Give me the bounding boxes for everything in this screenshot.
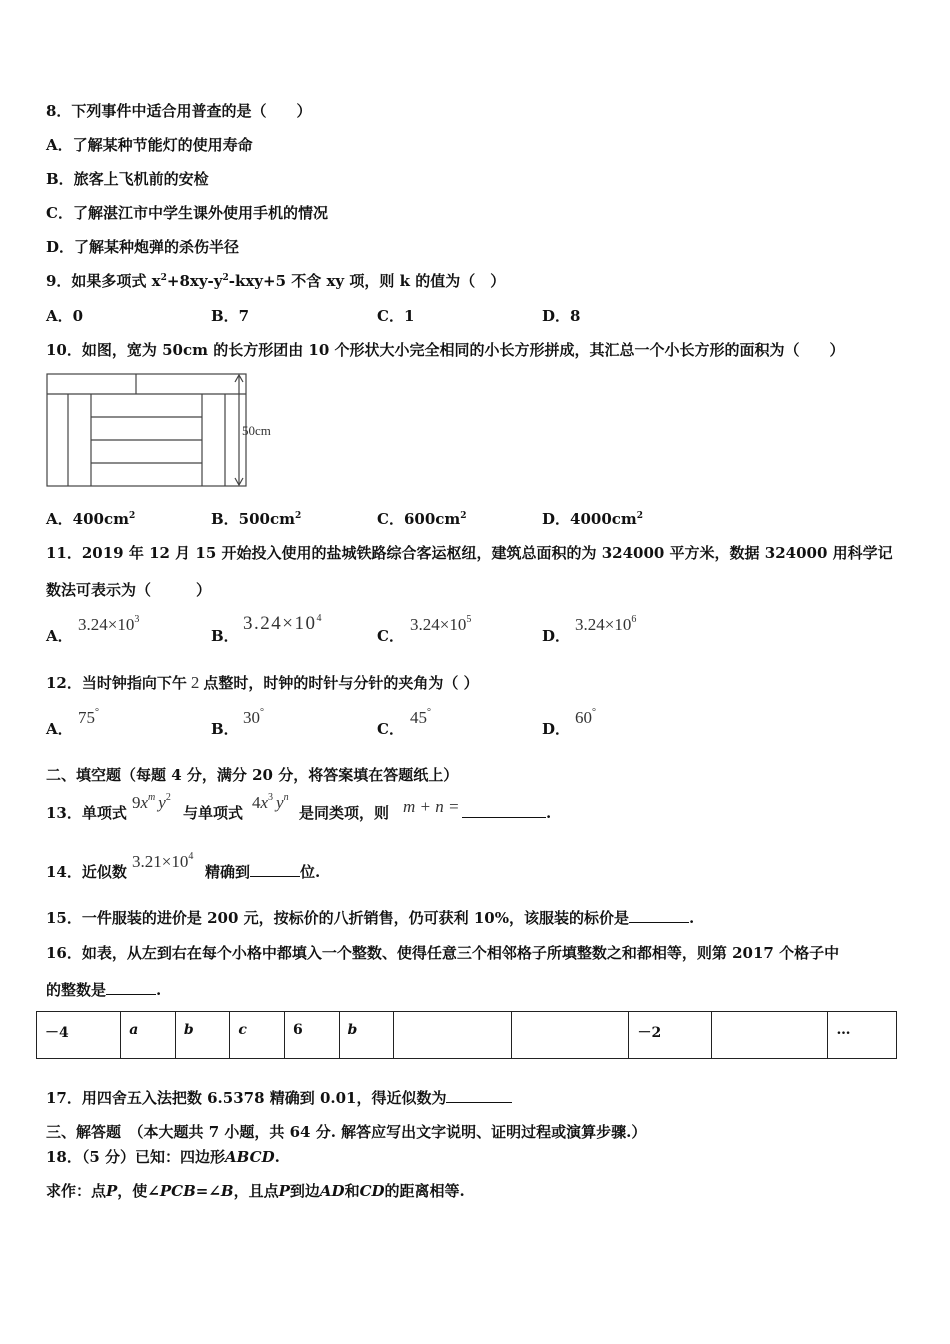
q13-m2-y: y [276,793,284,812]
q18-req-b: ，使∠ [117,1182,160,1200]
table-cell-3: b [175,1012,230,1059]
q18-req-e: 到边 [289,1182,320,1200]
q9-sup2: 2 [222,273,229,283]
table-row [37,1012,897,1059]
q18-angle1: PCB [159,1182,196,1200]
q11-d-base: 3.24×10 [575,615,632,634]
q13-connector: 与单项式 [183,804,244,822]
q12-option-d-value [575,708,596,728]
q11-stem-line2: 数法可表示为（ ） [46,581,212,599]
q14-label: 14．近似数 [46,863,127,881]
q18-given [46,1147,280,1167]
q12-b-value: 30 [243,708,260,727]
q12-d-value: 60 [575,708,592,727]
q9-stem [46,271,505,291]
q10-opt-d-sup: 2 [636,511,644,521]
q10-option-c [377,509,467,529]
table-cell-10 [711,1012,828,1059]
q10-option-a [46,509,135,529]
q12-stem-b: 点整时，时钟的时针与分针的夹角为（ ） [203,674,479,692]
q11-option-b-value [243,614,323,634]
q18-b: . [274,1148,280,1166]
q13-condition: 是同类项，则 [299,804,390,822]
q18-p2: P [278,1182,290,1200]
q11-a-exp: 3 [134,614,140,625]
q11-option-b-label: B． [211,627,239,645]
q9-sup1: 2 [160,273,167,283]
q18-p1: P [106,1182,118,1200]
q11-b-base: 3.24×10 [243,613,317,634]
q15-end: . [688,909,695,927]
q16-sequence-table [36,1011,897,1059]
q18-req-c: =∠ [195,1182,221,1200]
table-cell-7 [394,1012,512,1059]
q11-option-a-label: A． [46,627,73,645]
q13-monomial-1 [132,793,171,813]
q9-option-d: D．8 [542,307,581,325]
q12-option-c-label: C． [377,720,404,738]
q9-option-c: C．1 [377,307,415,325]
q14-base: 3.21×10 [132,852,189,871]
q11-option-c-value [410,615,471,635]
q12-c-unit: ° [427,707,431,718]
q11-option-d-value [575,615,636,635]
q12-option-d-label: D． [542,720,571,738]
q14-answer-blank[interactable] [250,862,300,877]
q9-stem-a: 9．如果多项式 x [46,272,161,290]
q17-text: 17．用四舍五入法把数 6.5378 精确到 0.01，得近似数为 [46,1089,447,1107]
q12-option-a-label: A． [46,720,73,738]
q13-m1-x: x [140,793,149,812]
q12-option-b-label: B． [211,720,239,738]
q18-req-f: 和 [344,1182,360,1200]
q18-angle2: B [220,1182,234,1200]
q18-quad: ABCD [225,1148,275,1166]
q10-option-b [211,509,301,529]
q13-monomial-2 [252,793,289,813]
q11-a-base: 3.24×10 [78,615,135,634]
table-cell-6: b [339,1012,394,1059]
q11-option-a-value [78,615,139,635]
table-cell-5: 6 [284,1012,339,1059]
q13-m2-yexp: n [283,792,289,803]
q13-answer-blank[interactable] [462,803,546,818]
q8-option-b: B．旅客上飞机前的安检 [46,170,209,188]
q15 [46,908,694,928]
table-cell-9: －2 [629,1012,711,1059]
q9-option-a: A．0 [46,307,84,325]
q11-stem-line1: 11．2019 年 12 月 15 开始投入使用的盐城铁路综合客运枢纽，建筑总面积的为 324000 平方米，数据 324000 用科学记 [46,544,893,562]
q14-b: 精确到 [205,863,251,881]
q9-stem-c: -kxy+5 不含 xy 项，则 k 的值为（ ） [228,272,506,290]
q14-number [132,852,193,872]
q18-side2: CD [359,1182,385,1200]
q10-opt-a-sup: 2 [128,511,136,521]
table-cell-2: a [121,1012,176,1059]
q13-m1-coef: 9 [132,793,141,812]
q8-stem: 8．下列事件中适合用普查的是（ ） [46,102,312,120]
q10-opt-d-text: D．4000cm [542,510,637,528]
q12-stem-a: 12．当时钟指向下午 [46,674,187,692]
q13-label: 13．单项式 [46,804,127,822]
q16-end: . [156,981,162,999]
q10-opt-a-text: A．400cm [46,510,129,528]
table-cell-4: c [230,1012,285,1059]
q18-a: 18．（5 分）已知：四边形 [46,1148,226,1166]
q15-text: 15．一件服装的进价是 200 元，按标价的八折销售，仍可获利 10%，该服装的标价是 [46,909,629,927]
q16-line2 [46,980,161,1000]
q12-option-b-value [243,708,264,728]
q16-answer-blank[interactable] [106,980,156,995]
q11-b-exp: 4 [316,613,323,624]
q17 [46,1088,512,1108]
q16-line1: 16．如表，从左到右在每个小格中都填入一个整数、使得任意三个相邻格子所填整数之和都相等，则第 2017 个格子中 [46,944,840,962]
q8-option-c: C．了解湛江市中学生课外使用手机的情况 [46,204,328,222]
q12-option-a-value [78,708,99,728]
q8-option-a: A．了解某种节能灯的使用寿命 [46,136,253,154]
q13-end: . [546,804,552,822]
q10-opt-c-text: C．600cm [377,510,461,528]
q17-answer-blank[interactable] [446,1088,512,1103]
q10-option-d [542,509,643,529]
table-cell-1: －4 [37,1012,121,1059]
q12-hour: 2 [190,673,200,692]
q10-opt-b-sup: 2 [295,511,302,521]
table-cell-8 [511,1012,629,1059]
q9-option-b: B．7 [211,307,250,325]
q11-d-exp: 6 [631,614,637,625]
q13-expression: m + n = [403,797,460,816]
table-cell-11: … [828,1012,897,1059]
q13-m1-y: y [158,793,166,812]
q10-opt-b-text: B．500cm [211,510,295,528]
q14-rest [205,862,320,882]
q11-c-base: 3.24×10 [410,615,467,634]
q11-option-c-label: C． [377,627,404,645]
q10-stem: 10．如图，宽为 50cm 的长方形团由 10 个形状大小完全相同的小长方形拼成，其汇总一个小长方形的面积为（ ） [46,341,845,359]
q13-m2-coef: 4 [252,793,261,812]
q11-option-d-label: D． [542,627,571,645]
q12-a-unit: ° [95,707,99,718]
q13-m1-xexp: m [148,792,156,803]
q13-m1-yexp: 2 [165,792,171,803]
q13-m2-x: x [260,793,269,812]
q13-m2-xexp: 3 [268,792,274,803]
q13-answer [462,803,551,823]
section2-heading: 二、填空题（每题 4 分，满分 20 分，将答案填在答题纸上） [46,766,459,784]
q18-side1: AD [319,1182,345,1200]
q18-req-d: ，且点 [233,1182,279,1200]
q15-answer-blank[interactable] [629,908,689,923]
q12-stem [46,673,479,693]
outer-rectangle [47,374,246,486]
q12-d-unit: ° [592,707,596,718]
section3-heading: 三、解答题 （本大题共 7 小题，共 64 分. 解答应写出文字说明、证明过程或演算步骤.） [46,1123,647,1141]
q18-requirement [46,1181,465,1201]
q12-option-c-value [410,708,431,728]
q12-c-value: 45 [410,708,427,727]
q14-exp: 4 [188,851,194,862]
q12-a-value: 75 [78,708,95,727]
q12-b-unit: ° [260,707,264,718]
q10-opt-c-sup: 2 [460,511,467,521]
figure-label-50cm: 50cm [242,423,271,438]
rectangle-puzzle-figure [46,372,286,490]
q16-line2-text: 的整数是 [46,981,107,999]
q9-stem-b: +8xy-y [166,272,223,290]
q11-c-exp: 5 [466,614,472,625]
q14-c: 位. [300,863,321,881]
q18-req-g: 的距离相等. [384,1182,465,1200]
q18-req-a: 求作：点 [46,1182,107,1200]
q8-option-d: D．了解某种炮弹的杀伤半径 [46,238,240,256]
